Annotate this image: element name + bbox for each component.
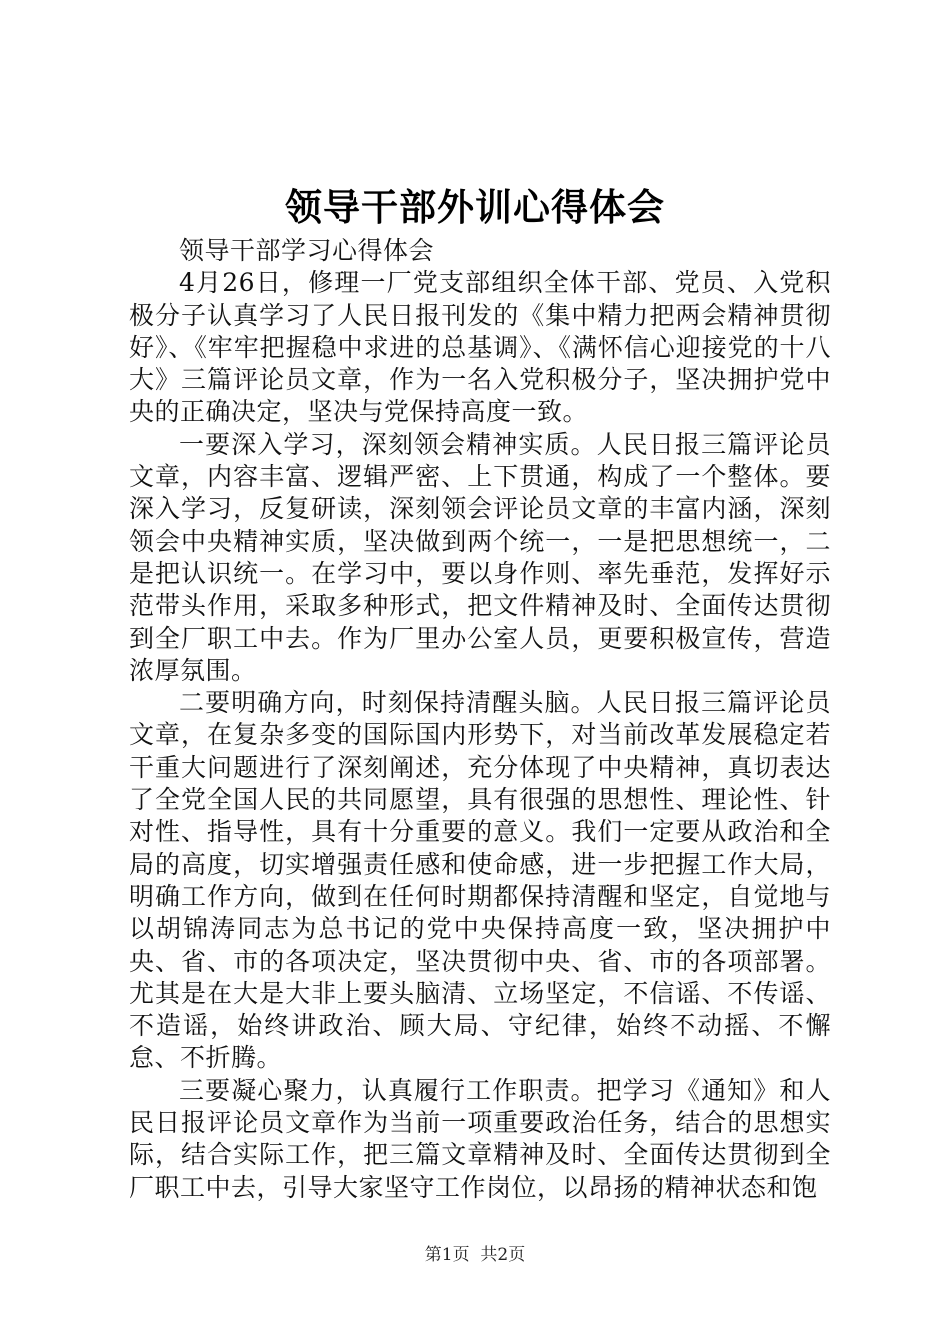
document-title: 领导干部外训心得体会 [285,186,665,229]
paragraph-point-two: 二要明确方向，时刻保持清醒头脑。人民日报三篇评论员文章，在复杂多变的国际国内形势下，对当前改革发展稳定若干重大问题进行了深刻阐述，充分体现了中央精神，真切表达了全党全国人民的共同愿望，具有很强的思想性、理论性、针对性、指导性，具有十分重要的意义。我们一定要从政治和全局的高度，切实增强责任感和使命感，进一步把握工作大局，明确工作方向，做到在任何时期都保持清醒和坚定，自觉地与以胡锦涛同志为总书记的党中央保持高度一致，坚决拥护中央、省、市的各项决定，坚决贯彻中央、省、市的各项部署。尤其是在大是大非上要头脑清、立场坚定，不信谣、不传谣、不造谣，始终讲政治、顾大局、守纪律，始终不动摇、不懈怠、不折腾。 [129,688,831,1073]
paragraph-subtitle: 领导干部学习心得体会 [179,236,435,265]
document-body [129,235,831,1204]
paragraph-point-one: 一要深入学习，深刻领会精神实质。人民日报三篇评论员文章，内容丰富、逻辑严密、上下贯通，构成了一个整体。要深入学习，反复研读，深刻领会评论员文章的丰富内涵，深刻领会中央精神实质，坚决做到两个统一，一是把思想统一，二是把认识统一。在学习中，要以身作则、率先垂范，发挥好示范带头作用，采取多种形式，把文件精神及时、全面传达贯彻到全厂职工中去。作为厂里办公室人员，更要积极宣传，营造浓厚氛围。 [129,429,831,685]
page-total: 共2页 [480,1245,526,1265]
paragraph-intro: 4月26日，修理一厂党支部组织全体干部、党员、入党积极分子认真学习了人民日报刊发的《集中精力把两会精神贯彻好》、《牢牢把握稳中求进的总基调》、《满怀信心迎接党的十八大》三篇评论员文章，作为一名入党积极分子，坚决拥护党中央的正确决定，坚决与党保持高度一致。 [129,268,831,427]
page-number: 第1页 [424,1245,470,1265]
paragraph-point-three: 三要凝心聚力，认真履行工作职责。把学习《通知》和人民日报评论员文章作为当前一项重要政治任务，结合的思想实际，结合实际工作，把三篇文章精神及时、全面传达贯彻到全厂职工中去，引导大家坚守工作岗位，以昂扬的精神状态和饱 [129,1075,831,1202]
page-footer [0,1244,950,1266]
